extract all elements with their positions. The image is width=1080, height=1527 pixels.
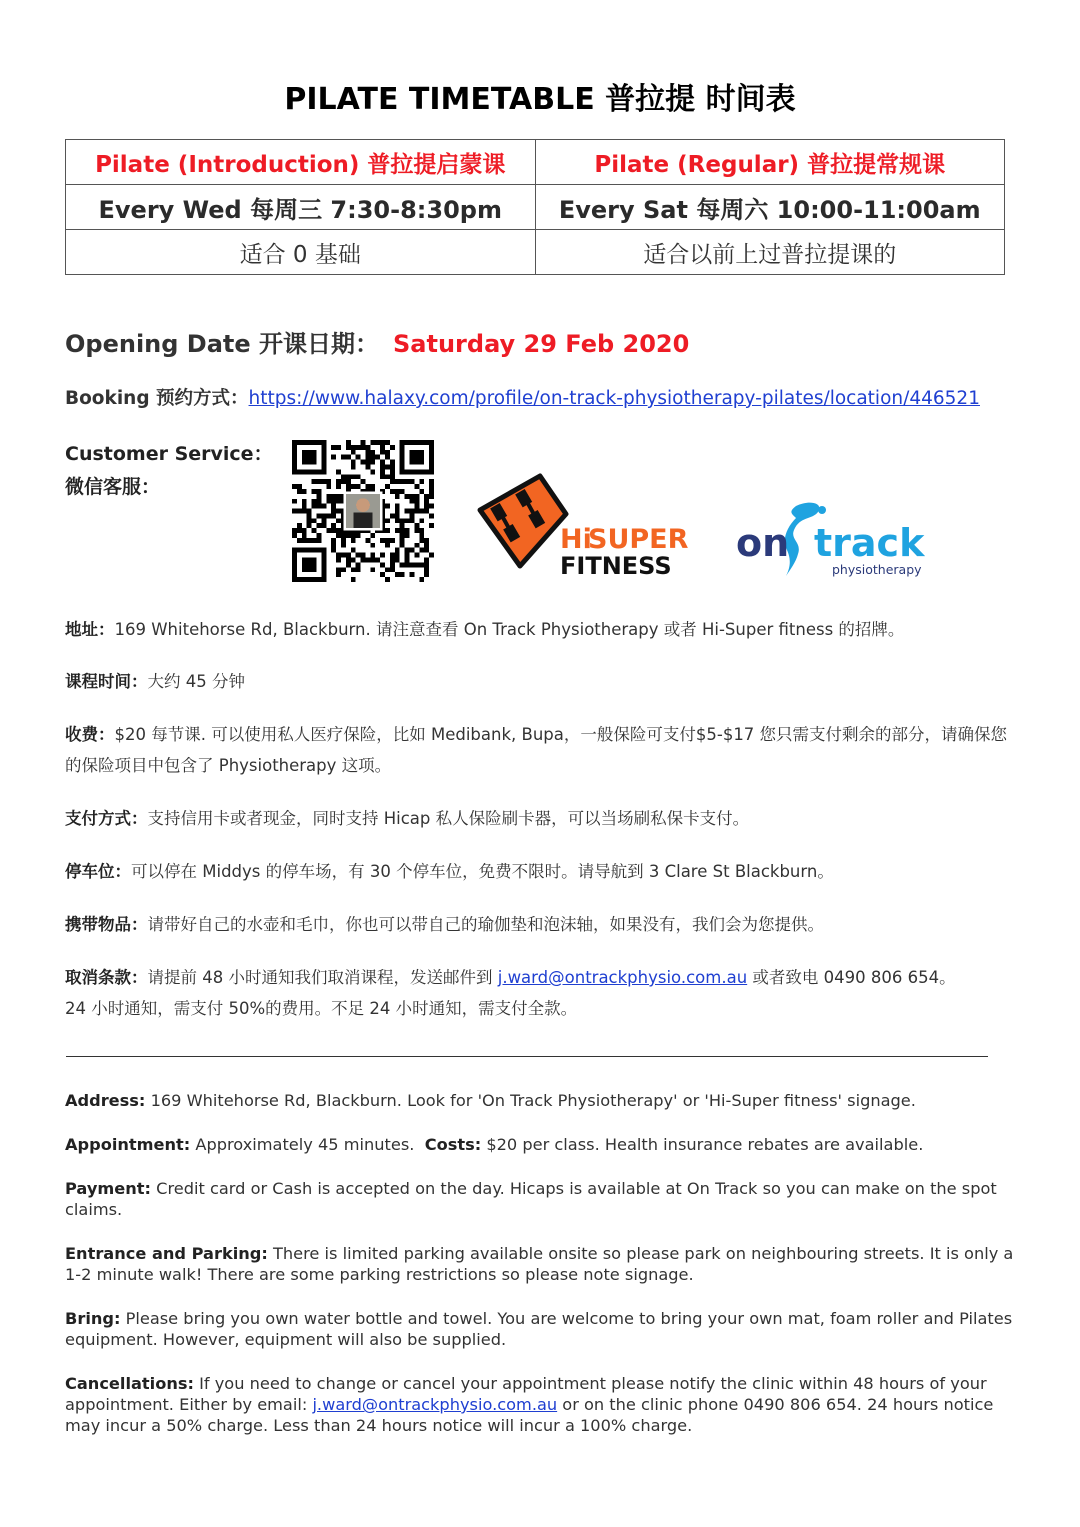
zh-payment [65, 803, 1015, 834]
zh-payment-text: 支持信用卡或者现金，同时支持 Hicap 私人保险刷卡器，可以当场刷私保卡支付。 [147, 809, 750, 828]
zh-cancel-fee-text: 24 小时通知，需支付 50%的费用。不足 24 小时通知，需支付全款。 [65, 999, 578, 1018]
en-cancel-label: Cancellations: [65, 1374, 194, 1393]
booking-label: Booking 预约方式： [65, 388, 249, 409]
zh-bring-text: 请带好自己的水壶和毛巾，你也可以带自己的瑜伽垫和泡沫轴，如果没有，我们会为您提供。 [147, 915, 824, 934]
zh-address-label: 地址： [65, 620, 115, 639]
regular-class-schedule: Every Sat 每周六 10:00-11:00am [535, 185, 1005, 230]
zh-bring [65, 909, 1015, 940]
zh-fee-text: $20 每节课. 可以使用私人医疗保险，比如 Medibank, Bupa，一般保险可支付$5-$17 您只需支付剩余的部分，请确保您的保险项目中包含了 Physiotherapy 这项。 [65, 725, 1008, 775]
zh-duration-text: 大约 45 分钟 [147, 672, 245, 691]
zh-address-text: 169 Whitehorse Rd, Blackburn. 请注意查看 On Track Physiotherapy 或者 Hi-Super fitness 的招牌。 [114, 620, 905, 639]
zh-parking-text: 可以停在 Middys 的停车场，有 30 个停车位，免费不限时。请导航到 3 Clare St Blackburn。 [131, 862, 834, 881]
en-cancel-text-rest: or on the clinic phone 0490 806 654. 24 hours notice may incur a 50% charge. Less than 24 hours notice will incur a 100% charge. [65, 1395, 994, 1435]
en-appointment-label: Appointment: [65, 1135, 191, 1154]
regular-class-heading: Pilate (Regular) 普拉提常规课 [535, 140, 1005, 185]
en-address [65, 1090, 1015, 1111]
en-bring-label: Bring: [65, 1309, 121, 1328]
intro-class-schedule: Every Wed 每周三 7:30-8:30pm [66, 185, 536, 230]
section-divider [66, 1056, 988, 1057]
zh-fee [65, 719, 1015, 781]
opening-date [65, 324, 689, 359]
zh-cancel-email-link[interactable]: j.ward@ontrackphysio.com.au [497, 968, 748, 987]
timetable [65, 139, 1005, 275]
en-payment-label: Payment: [65, 1179, 151, 1198]
hisuper-fitness-text: FITNESS [560, 552, 672, 580]
zh-fee-label: 收费： [65, 725, 115, 744]
intro-class-heading: Pilate (Introduction) 普拉提启蒙课 [66, 140, 536, 185]
ontrack-sub-text: physiotherapy [832, 562, 922, 577]
zh-cancel-phone: 或者致电 0490 806 654。 [747, 968, 956, 987]
wechat-qr-code [292, 440, 434, 582]
en-appointment [65, 1134, 1015, 1155]
zh-parking-label: 停车位： [65, 862, 131, 881]
zh-duration [65, 666, 1015, 697]
en-costs-text: $20 per class. Health insurance rebates are available. [481, 1135, 924, 1154]
ontrack-track-text: track [814, 521, 925, 565]
ontrack-on-text: on [736, 521, 790, 565]
en-payment [65, 1178, 1015, 1220]
zh-cancel-label: 取消条款： [65, 968, 148, 987]
intro-class-level: 适合 0 基础 [66, 230, 536, 275]
zh-cancel-text: 请提前 48 小时通知我们取消课程，发送邮件到 [147, 968, 498, 987]
en-bring-text: Please bring you own water bottle and towel. You are welcome to bring your own mat, foam roller and Pilates equipment. However, equipment will also be supplied. [65, 1309, 1013, 1349]
zh-address [65, 614, 1015, 645]
hisuper-fitness-logo [474, 470, 702, 582]
page-title: PILATE TIMETABLE 普拉提 时间表 [284, 82, 796, 117]
booking-link[interactable]: https://www.halaxy.com/profile/on-track-physiotherapy-pilates/location/446521 [248, 388, 980, 409]
timetable-header-row [66, 140, 1005, 185]
en-cancel-email-link[interactable]: j.ward@ontrackphysio.com.au [312, 1395, 558, 1414]
zh-bring-label: 携带物品： [65, 915, 148, 934]
timetable-schedule-row [66, 185, 1005, 230]
opening-date-value: Saturday 29 Feb 2020 [393, 330, 690, 358]
en-costs-label: Costs: [424, 1135, 482, 1154]
timetable-level-row [66, 230, 1005, 275]
ontrack-physio-logo [736, 500, 946, 580]
en-parking-label: Entrance and Parking: [65, 1244, 268, 1263]
zh-cancellation [65, 962, 1015, 1024]
customer-service [65, 438, 273, 504]
en-parking [65, 1243, 1015, 1285]
en-cancellation [65, 1373, 1015, 1436]
en-address-label: Address: [65, 1091, 146, 1110]
wechat-service-label: 微信客服： [65, 476, 161, 498]
zh-payment-label: 支付方式： [65, 809, 148, 828]
customer-service-label: Customer Service： [65, 443, 273, 465]
hisuper-prefix: Hi [560, 524, 592, 555]
en-parking-text: There is limited parking available onsite so please park on neighbouring streets. It is only a 1-2 minute walk! There are some parking restrictions so please note signage. [65, 1244, 1014, 1284]
zh-parking [65, 856, 1015, 887]
en-bring [65, 1308, 1015, 1350]
regular-class-level: 适合以前上过普拉提课的 [535, 230, 1005, 275]
avatar [346, 494, 380, 528]
booking-line [65, 384, 980, 410]
zh-duration-label: 课程时间： [65, 672, 148, 691]
en-appointment-text: Approximately 45 minutes. [190, 1135, 425, 1154]
en-payment-text: Credit card or Cash is accepted on the day. Hicaps is available at On Track so you can make on the spot claims. [65, 1179, 997, 1219]
opening-date-label: Opening Date 开课日期： [65, 330, 380, 358]
en-address-text: 169 Whitehorse Rd, Blackburn. Look for 'On Track Physiotherapy' or 'Hi-Super fitness' signage. [145, 1091, 916, 1110]
en-cancel-text: If you need to change or cancel your appointment please notify the clinic within 48 hours of your appointment. Either by email: [65, 1374, 987, 1414]
hisuper-name: SUPER [588, 524, 689, 555]
